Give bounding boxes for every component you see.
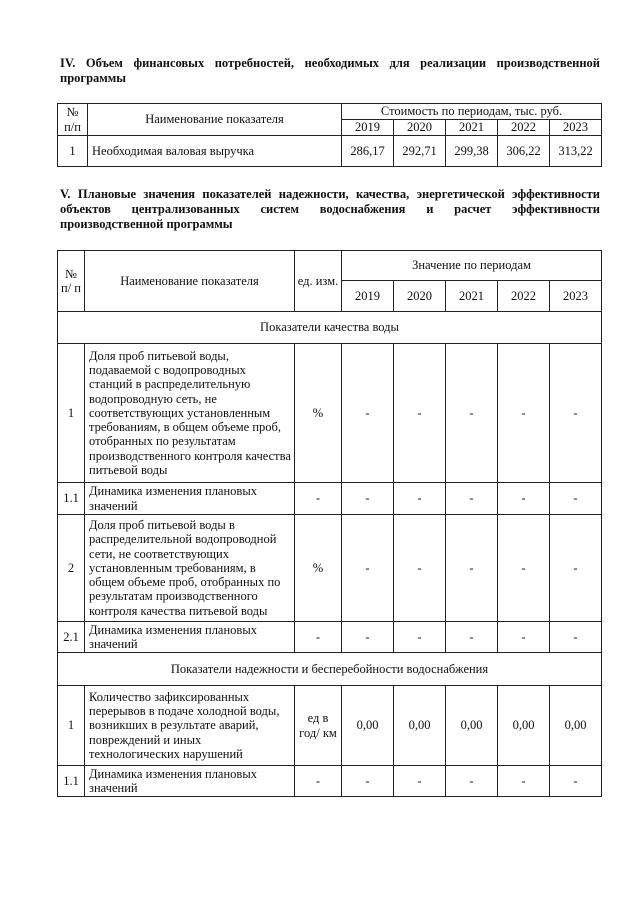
row-value: -	[342, 483, 394, 515]
row-name: Необходимая валовая выручка	[88, 136, 342, 167]
performance-indicators-table	[57, 250, 602, 797]
year-header: 2020	[394, 281, 446, 312]
row-unit: -	[295, 766, 342, 797]
year-header: 2023	[550, 120, 602, 136]
row-name: Количество зафиксированных перерывов в подаче холодной воды, возникших в результате аварий, повреждений и иных технологических нарушений	[85, 686, 295, 766]
section-5-title: V. Плановые значения показателей надежности, качества, энергетической эффективности объектов централизованных систем водоснабжения и расчет эффективности производственной программы	[60, 187, 600, 231]
row-num: 1	[58, 136, 88, 167]
row-unit: %	[295, 344, 342, 483]
row-value: -	[342, 766, 394, 797]
col-header-num: № п/ п	[58, 251, 85, 312]
row-unit: -	[295, 483, 342, 515]
col-header-num: № п/п	[58, 104, 88, 136]
row-value: -	[394, 515, 446, 622]
row-value: -	[550, 483, 602, 515]
row-value: -	[446, 766, 498, 797]
row-value: 0,00	[394, 686, 446, 766]
row-value: -	[446, 344, 498, 483]
row-num: 1	[58, 686, 85, 766]
row-num: 2.1	[58, 622, 85, 653]
row-value: 313,22	[550, 136, 602, 167]
row-value: -	[498, 483, 550, 515]
row-value: -	[394, 344, 446, 483]
row-num: 1	[58, 344, 85, 483]
row-value: -	[550, 344, 602, 483]
year-header: 2019	[342, 281, 394, 312]
row-value: -	[394, 622, 446, 653]
row-name: Доля проб питьевой воды, подаваемой с водопроводных станций в распределительную водопроводную сеть, не соответствующих установленным требованиям, в общем объеме проб, отобранных по результатам производственного контроля качества питьевой воды	[85, 344, 295, 483]
row-value: -	[342, 344, 394, 483]
row-value: -	[550, 515, 602, 622]
table-row	[58, 483, 602, 515]
year-header: 2021	[446, 120, 498, 136]
table-row	[58, 686, 602, 766]
group-title: Показатели надежности и бесперебойности водоснабжения	[58, 653, 602, 686]
table-row	[58, 622, 602, 653]
row-value: 0,00	[550, 686, 602, 766]
row-value: 0,00	[342, 686, 394, 766]
row-value: -	[498, 622, 550, 653]
financial-needs-table	[57, 103, 602, 167]
row-num: 1.1	[58, 766, 85, 797]
group-title: Показатели качества воды	[58, 312, 602, 344]
col-header-unit: ед. изм.	[295, 251, 342, 312]
col-header-cost: Стоимость по периодам, тыс. руб.	[342, 104, 602, 120]
year-header: 2023	[550, 281, 602, 312]
year-header: 2021	[446, 281, 498, 312]
row-value: 0,00	[498, 686, 550, 766]
row-value: -	[550, 622, 602, 653]
row-value: -	[498, 515, 550, 622]
row-value: -	[550, 766, 602, 797]
row-name: Динамика изменения плановых значений	[85, 766, 295, 797]
year-header: 2022	[498, 281, 550, 312]
row-name: Доля проб питьевой воды в распределительной водопроводной сети, не соответствующих установленным требованиям, в общем объеме проб, отобранных по результатам производственного контроля качества питьевой воды	[85, 515, 295, 622]
col-header-name: Наименование показателя	[85, 251, 295, 312]
row-value: -	[446, 622, 498, 653]
row-value: -	[394, 483, 446, 515]
row-value: -	[342, 515, 394, 622]
row-value: -	[498, 766, 550, 797]
row-value: 0,00	[446, 686, 498, 766]
row-value: -	[394, 766, 446, 797]
row-unit: -	[295, 622, 342, 653]
row-value: -	[446, 483, 498, 515]
table-row	[58, 136, 602, 167]
row-unit: %	[295, 515, 342, 622]
year-header: 2019	[342, 120, 394, 136]
table-row	[58, 515, 602, 622]
row-value: -	[498, 344, 550, 483]
section-4-title: IV. Объем финансовых потребностей, необходимых для реализации производственной программы	[60, 56, 600, 85]
year-header: 2022	[498, 120, 550, 136]
row-unit: ед в год/ км	[295, 686, 342, 766]
col-header-name: Наименование показателя	[88, 104, 342, 136]
table-row	[58, 766, 602, 797]
year-header: 2020	[394, 120, 446, 136]
row-value: 286,17	[342, 136, 394, 167]
row-name: Динамика изменения плановых значений	[85, 483, 295, 515]
table-row	[58, 344, 602, 483]
row-value: 306,22	[498, 136, 550, 167]
col-header-period: Значение по периодам	[342, 251, 602, 281]
row-num: 2	[58, 515, 85, 622]
row-num: 1.1	[58, 483, 85, 515]
row-value: -	[342, 622, 394, 653]
row-value: 292,71	[394, 136, 446, 167]
row-value: 299,38	[446, 136, 498, 167]
row-name: Динамика изменения плановых значений	[85, 622, 295, 653]
row-value: -	[446, 515, 498, 622]
